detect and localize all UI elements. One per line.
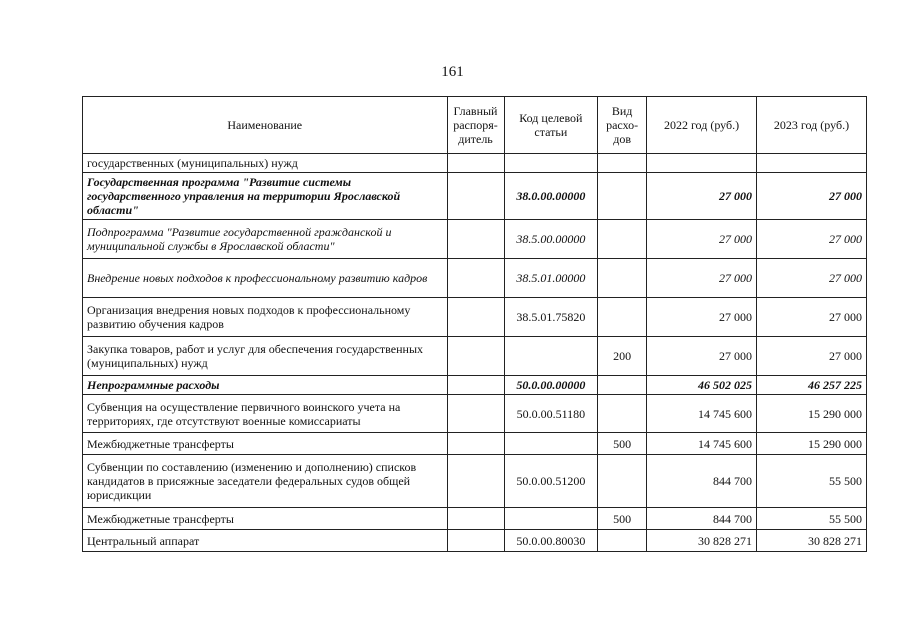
- row-2023-cell: 15 290 000: [757, 395, 867, 433]
- row-type-cell: 500: [598, 433, 647, 455]
- budget-table: [82, 96, 867, 552]
- row-2022-cell: 46 502 025: [647, 376, 757, 395]
- table-row: [83, 508, 867, 530]
- row-2023-cell: 27 000: [757, 337, 867, 376]
- row-name-cell: Субвенция на осуществление первичного воинского учета на территориях, где отсутствуют военные комиссариаты: [83, 395, 448, 433]
- row-admin-cell: [447, 376, 504, 395]
- header-2023: 2023 год (руб.): [757, 97, 867, 154]
- table-row: [83, 259, 867, 298]
- row-code-cell: 50.0.00.00000: [504, 376, 598, 395]
- table-row: [83, 395, 867, 433]
- row-2022-cell: 27 000: [647, 259, 757, 298]
- table-row: [83, 433, 867, 455]
- row-2023-cell: 27 000: [757, 298, 867, 337]
- row-admin-cell: [447, 395, 504, 433]
- row-code-cell: 38.5.01.75820: [504, 298, 598, 337]
- table-header-row: [83, 97, 867, 154]
- row-2022-cell: 14 745 600: [647, 433, 757, 455]
- row-2022-cell: 27 000: [647, 298, 757, 337]
- row-2022-cell: 27 000: [647, 220, 757, 259]
- table-row: [83, 173, 867, 220]
- row-name-cell: Центральный аппарат: [83, 530, 448, 552]
- row-2022-cell: 844 700: [647, 455, 757, 508]
- row-2023-cell: 55 500: [757, 508, 867, 530]
- row-2023-cell: 27 000: [757, 173, 867, 220]
- row-name-cell: Субвенции по составлению (изменению и дополнению) списков кандидатов в присяжные заседатели федеральных судов общей юрисдикции: [83, 455, 448, 508]
- table-row: [83, 455, 867, 508]
- header-type: Вид расхо-дов: [598, 97, 647, 154]
- row-type-cell: 200: [598, 337, 647, 376]
- row-admin-cell: [447, 154, 504, 173]
- row-2022-cell: [647, 154, 757, 173]
- row-2023-cell: 27 000: [757, 259, 867, 298]
- header-2022: 2022 год (руб.): [647, 97, 757, 154]
- row-admin-cell: [447, 530, 504, 552]
- row-2023-cell: 15 290 000: [757, 433, 867, 455]
- row-admin-cell: [447, 259, 504, 298]
- row-type-cell: [598, 259, 647, 298]
- row-code-cell: 38.0.00.00000: [504, 173, 598, 220]
- row-code-cell: 38.5.01.00000: [504, 259, 598, 298]
- row-2023-cell: [757, 154, 867, 173]
- row-admin-cell: [447, 298, 504, 337]
- row-name-cell: Подпрограмма "Развитие государственной гражданской и муниципальной службы в Ярославской области": [83, 220, 448, 259]
- row-2022-cell: 844 700: [647, 508, 757, 530]
- row-type-cell: [598, 395, 647, 433]
- row-code-cell: 38.5.00.00000: [504, 220, 598, 259]
- header-name: Наименование: [83, 97, 448, 154]
- row-type-cell: [598, 455, 647, 508]
- header-admin: Главный распоря-дитель: [447, 97, 504, 154]
- row-2022-cell: 14 745 600: [647, 395, 757, 433]
- row-name-cell: Межбюджетные трансферты: [83, 508, 448, 530]
- row-2023-cell: 46 257 225: [757, 376, 867, 395]
- row-name-cell: Организация внедрения новых подходов к профессиональному развитию обучения кадров: [83, 298, 448, 337]
- row-name-cell: Государственная программа "Развитие системы государственного управления на территории Ярославской области": [83, 173, 448, 220]
- row-admin-cell: [447, 508, 504, 530]
- row-code-cell: [504, 154, 598, 173]
- table-row: [83, 298, 867, 337]
- row-name-cell: государственных (муниципальных) нужд: [83, 154, 448, 173]
- row-type-cell: [598, 376, 647, 395]
- row-admin-cell: [447, 173, 504, 220]
- table-row: [83, 376, 867, 395]
- row-code-cell: [504, 508, 598, 530]
- table-row: [83, 530, 867, 552]
- row-type-cell: [598, 154, 647, 173]
- row-2022-cell: 27 000: [647, 337, 757, 376]
- row-admin-cell: [447, 337, 504, 376]
- row-code-cell: 50.0.00.51180: [504, 395, 598, 433]
- row-code-cell: [504, 433, 598, 455]
- row-name-cell: Межбюджетные трансферты: [83, 433, 448, 455]
- row-2022-cell: 27 000: [647, 173, 757, 220]
- table-row: [83, 220, 867, 259]
- row-type-cell: [598, 298, 647, 337]
- row-code-cell: [504, 337, 598, 376]
- table-body: [83, 154, 867, 552]
- page-number: 161: [441, 64, 464, 80]
- row-name-cell: Непрограммные расходы: [83, 376, 448, 395]
- row-type-cell: 500: [598, 508, 647, 530]
- header-code: Код целевой статьи: [504, 97, 598, 154]
- row-2023-cell: 27 000: [757, 220, 867, 259]
- row-name-cell: Внедрение новых подходов к профессиональному развитию кадров: [83, 259, 448, 298]
- row-2023-cell: 30 828 271: [757, 530, 867, 552]
- table-row: [83, 154, 867, 173]
- row-type-cell: [598, 173, 647, 220]
- row-type-cell: [598, 530, 647, 552]
- table-row: [83, 337, 867, 376]
- row-admin-cell: [447, 220, 504, 259]
- row-code-cell: 50.0.00.80030: [504, 530, 598, 552]
- row-2023-cell: 55 500: [757, 455, 867, 508]
- row-code-cell: 50.0.00.51200: [504, 455, 598, 508]
- row-admin-cell: [447, 455, 504, 508]
- row-type-cell: [598, 220, 647, 259]
- row-2022-cell: 30 828 271: [647, 530, 757, 552]
- row-admin-cell: [447, 433, 504, 455]
- row-name-cell: Закупка товаров, работ и услуг для обеспечения государственных (муниципальных) нужд: [83, 337, 448, 376]
